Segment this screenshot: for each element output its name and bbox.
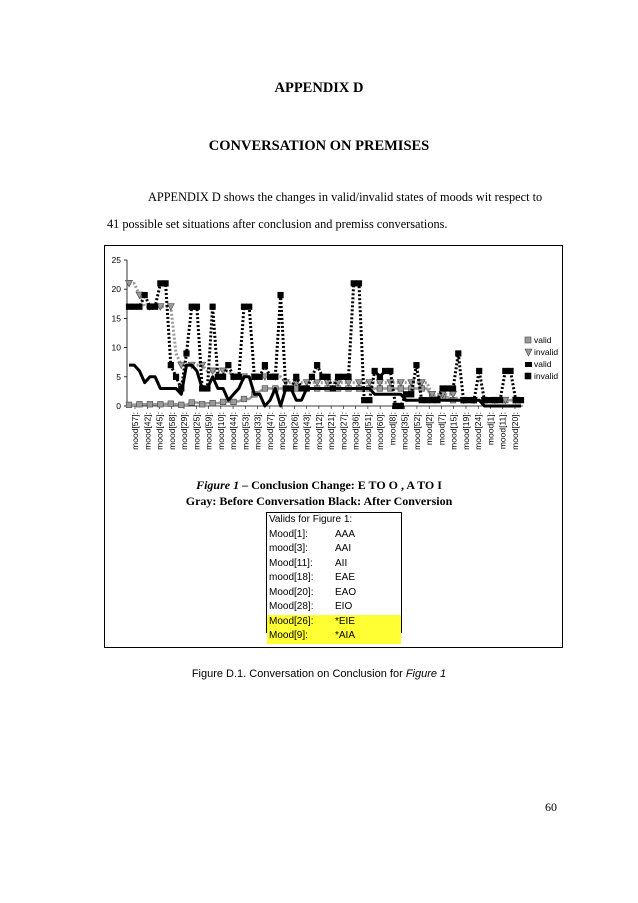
- series-point: [476, 368, 482, 374]
- series-point: [257, 374, 263, 380]
- appendix-heading: APPENDIX D: [274, 80, 364, 96]
- section-heading: CONVERSATION ON PREMISES: [208, 138, 430, 154]
- x-tick-label: mood[15]:: [448, 412, 459, 450]
- valids-row: [267, 629, 401, 644]
- series-point: [487, 397, 493, 403]
- series-point: [461, 397, 467, 403]
- series-point: [278, 292, 284, 298]
- series-point: [424, 397, 430, 403]
- series-point: [168, 362, 174, 368]
- series-point: [152, 304, 158, 310]
- series-point: [398, 403, 404, 409]
- series-point: [340, 374, 346, 380]
- series-point: [403, 392, 409, 398]
- x-tick-label: mood[1]:: [485, 412, 496, 446]
- x-tick-label: mood[59]:: [203, 412, 214, 450]
- series-point: [220, 399, 226, 405]
- series-point: [173, 374, 179, 380]
- valids-box-title: Valids for Figure 1:: [269, 514, 353, 525]
- series-point: [220, 374, 226, 380]
- series-point: [178, 386, 184, 392]
- series-point: [466, 397, 472, 403]
- series-point: [288, 386, 294, 392]
- paragraph-line-1: APPENDIX D shows the changes in valid/invalid states of moods wit respect to: [148, 190, 543, 204]
- x-tick-label: mood[29]:: [179, 412, 190, 450]
- series-point: [372, 368, 378, 374]
- series-point: [215, 374, 221, 380]
- figure-1-caption-text: – Conclusion Change: E TO O , A TO I: [239, 478, 442, 492]
- series-point: [210, 400, 216, 406]
- valids-box-rows: [267, 528, 401, 644]
- x-tick-label: mood[43]:: [301, 412, 312, 450]
- x-tick-label: mood[51]:: [362, 412, 373, 450]
- x-tick-label: mood[25]:: [191, 412, 202, 450]
- series-point: [231, 399, 237, 405]
- x-tick-label: mood[53]:: [240, 412, 251, 450]
- series-point: [262, 362, 268, 368]
- x-tick-label: mood[35]:: [399, 412, 410, 450]
- series-point: [293, 374, 299, 380]
- legend-label: invalid: [534, 347, 559, 357]
- series-point: [246, 304, 252, 310]
- series-point: [131, 304, 137, 310]
- x-tick-label: mood[45]:: [154, 412, 165, 450]
- series-point: [199, 386, 205, 392]
- series-point: [147, 304, 153, 310]
- x-tick-label: mood[20]:: [510, 412, 520, 450]
- series-point: [482, 397, 488, 403]
- legend-swatch: [525, 373, 531, 379]
- x-tick-label: mood[26]:: [289, 412, 300, 450]
- valids-box: [266, 512, 402, 641]
- legend-label: invalid: [534, 371, 559, 381]
- series-point: [356, 281, 362, 287]
- series-point: [497, 397, 503, 403]
- valids-row-mood: Mood[20]:: [269, 586, 314, 598]
- y-tick-label: 25: [111, 255, 121, 265]
- x-tick-label: mood[50]:: [277, 412, 288, 450]
- valids-row-mood: Mood[9]:: [269, 630, 308, 641]
- series-point: [445, 386, 451, 392]
- series-point: [158, 401, 164, 407]
- legend-label: valid: [534, 335, 552, 345]
- y-tick-label: 20: [111, 284, 121, 295]
- valids-row: [267, 586, 401, 601]
- series-point: [262, 386, 268, 392]
- series-point: [429, 397, 435, 403]
- series-point: [361, 397, 367, 403]
- x-tick-label: mood[47]:: [264, 412, 275, 450]
- x-tick-label: mood[10]:: [215, 412, 226, 450]
- series-point: [231, 374, 237, 380]
- series-point: [137, 304, 143, 310]
- y-tick-label: 5: [116, 371, 121, 382]
- valids-row: [267, 528, 401, 543]
- y-tick-label: 0: [116, 401, 121, 411]
- valids-row: [267, 542, 401, 557]
- series-point: [199, 401, 205, 407]
- valids-row-value: EAE: [335, 572, 356, 583]
- series-point: [252, 374, 258, 380]
- valids-row-value: *EIE: [335, 615, 356, 627]
- series-point: [273, 374, 279, 380]
- series-point: [267, 374, 273, 380]
- legend-label: valid: [534, 359, 552, 369]
- x-tick-label: mood[58]:: [166, 412, 177, 450]
- series-point: [210, 304, 216, 310]
- series-point: [455, 351, 461, 357]
- series-point: [382, 368, 388, 374]
- series-point: [142, 292, 148, 298]
- x-tick-label: mood[60]:: [375, 412, 386, 450]
- series-point: [241, 396, 247, 402]
- valids-row-mood: mood[3]:: [269, 543, 308, 554]
- page-number: 60: [545, 800, 557, 814]
- figure-d1-caption-text: Figure D.1. Conversation on Conclusion for: [191, 668, 406, 680]
- series-point: [351, 281, 357, 287]
- valids-row: [267, 615, 401, 630]
- x-tick-label: mood[2]:: [424, 412, 435, 446]
- valids-row-mood: mood[18]:: [269, 572, 314, 583]
- series-point: [518, 397, 524, 403]
- y-tick-label: 10: [111, 342, 121, 353]
- x-tick-label: mood[52]:: [411, 412, 422, 450]
- series-point: [126, 304, 132, 310]
- x-tick-label: mood[27]:: [338, 412, 349, 450]
- series-point: [178, 402, 184, 408]
- valids-row-value: AAA: [335, 528, 356, 540]
- valids-row: [267, 600, 401, 615]
- x-tick-label: mood[11]:: [497, 412, 508, 450]
- series-point: [346, 374, 352, 380]
- series-point: [414, 362, 420, 368]
- series-point: [450, 386, 456, 392]
- series-point: [189, 400, 195, 406]
- series-point: [126, 402, 132, 408]
- figure-1-caption-line-1: [0, 477, 638, 493]
- series-point: [163, 281, 169, 287]
- x-tick-label: mood[19]:: [460, 412, 471, 450]
- figure-d1-caption: [0, 668, 638, 680]
- series-point: [508, 368, 514, 374]
- series-point: [440, 386, 446, 392]
- series-point: [299, 386, 305, 392]
- series-point: [393, 403, 399, 409]
- series-point: [435, 397, 441, 403]
- valids-row-mood: Mood[26]:: [269, 615, 314, 627]
- series-point: [325, 374, 331, 380]
- x-tick-label: mood[24]:: [473, 412, 484, 450]
- series-point: [408, 392, 414, 398]
- series-point: [320, 374, 326, 380]
- valids-row-value: *AIA: [335, 630, 356, 641]
- series-point: [205, 386, 211, 392]
- x-tick-label: mood[42]:: [142, 412, 153, 450]
- series-point: [367, 397, 373, 403]
- x-tick-label: mood[44]:: [228, 412, 239, 450]
- legend-swatch: [525, 349, 532, 356]
- valids-row-mood: Mood[11]:: [269, 557, 313, 569]
- series-point: [330, 386, 336, 392]
- series-point: [388, 368, 394, 374]
- valids-row-value: AAI: [335, 543, 352, 554]
- series-point: [158, 281, 164, 287]
- y-tick-label: 15: [111, 313, 121, 324]
- series-point: [194, 304, 200, 310]
- series-point: [226, 362, 232, 368]
- series-point: [314, 362, 320, 368]
- series-point: [283, 386, 289, 392]
- x-tick-label: mood[8]:: [387, 412, 398, 446]
- series-point: [309, 374, 315, 380]
- figure-1-label: Figure 1: [196, 478, 240, 492]
- series-point: [492, 397, 498, 403]
- series-point: [471, 397, 477, 403]
- valids-row-value: AII: [335, 557, 348, 569]
- series-point: [236, 374, 242, 380]
- series-point: [137, 401, 143, 407]
- paragraph-line-2: 41 possible set situations after conclusion and premiss conversations.: [107, 217, 448, 231]
- series-point: [126, 280, 133, 287]
- x-tick-label: mood[57]:: [130, 412, 140, 450]
- series-point: [304, 386, 310, 392]
- x-tick-label: mood[21]:: [326, 412, 337, 450]
- x-tick-label: mood[7]:: [436, 412, 447, 446]
- series-point: [147, 401, 153, 407]
- figure-1-caption-line-2: Gray: Before Conversation Black: After Conversion: [185, 494, 453, 508]
- valids-row: [267, 557, 401, 572]
- legend-swatch: [525, 337, 531, 343]
- x-tick-label: mood[33]:: [252, 412, 263, 450]
- figure-d1-caption-ref: Figure 1: [405, 668, 447, 680]
- x-tick-label: mood[12]:: [313, 412, 324, 450]
- valids-row-mood: Mood[1]:: [269, 528, 308, 540]
- valids-row-value: EAO: [335, 586, 357, 598]
- series-point: [513, 397, 519, 403]
- valids-row: [267, 571, 401, 586]
- series-point: [419, 397, 425, 403]
- series-point: [377, 374, 383, 380]
- x-tick-label: mood[36]:: [350, 412, 361, 450]
- valids-row-value: EIO: [335, 601, 353, 612]
- valids-row-mood: Mood[28]:: [269, 601, 314, 612]
- series-point: [241, 304, 247, 310]
- figure-1-caption: [0, 477, 638, 509]
- series-point: [168, 401, 174, 407]
- series-point: [503, 368, 509, 374]
- series-point: [335, 374, 341, 380]
- series-point: [189, 304, 195, 310]
- legend-swatch: [525, 362, 532, 367]
- series-point: [184, 351, 190, 357]
